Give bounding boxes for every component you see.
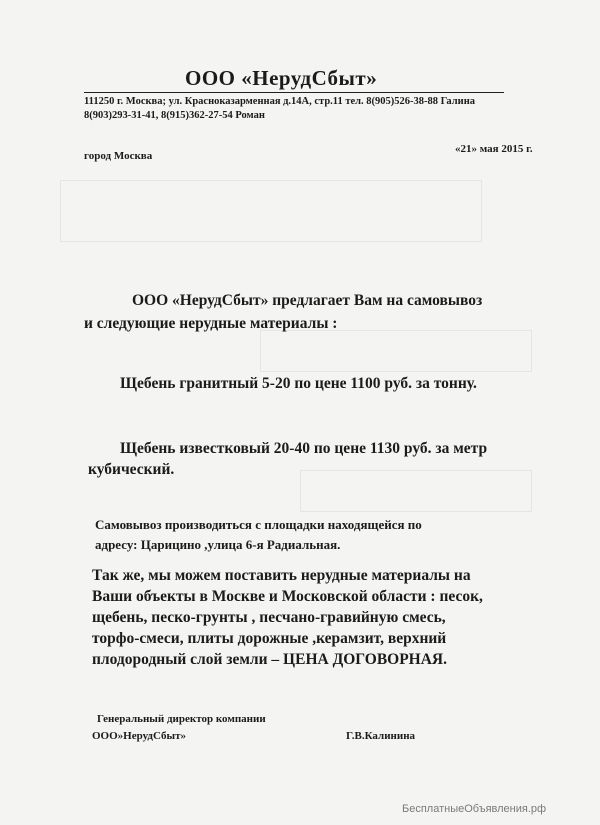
site-watermark: БесплатныеОбъявления.рф: [402, 803, 547, 815]
company-title: ООО «НерудСбыт»: [185, 66, 378, 90]
bleed-through-box: [260, 330, 532, 372]
offer-granite: Щебень гранитный 5-20 по цене 1100 руб. за тонну.: [120, 375, 477, 392]
address-line-2: 8(903)293-31-41, 8(915)362-27-54 Роман: [84, 110, 265, 121]
delivery-line-5: плодородный слой земли – ЦЕНА ДОГОВОРНАЯ.: [92, 651, 448, 668]
delivery-line-1: Так же, мы можем поставить нерудные материалы на: [92, 567, 471, 584]
intro-line-1: ООО «НерудСбыт» предлагает Вам на самовывоз: [132, 292, 483, 309]
bleed-through-box: [60, 180, 482, 242]
signatory-company: ООО»НерудСбыт»: [92, 730, 187, 742]
signatory-name: Г.В.Калинина: [346, 730, 416, 742]
city: город Москва: [84, 150, 153, 162]
offer-limestone-line-2: кубический.: [88, 461, 175, 478]
intro-line-2: и следующие нерудные материалы :: [84, 315, 338, 332]
pickup-line-2: адресу: Царицино ,улица 6-я Радиальная.: [95, 537, 341, 552]
pickup-line-1: Самовывоз производиться с площадки находящейся по: [95, 517, 422, 532]
letter-date: «21» мая 2015 г.: [455, 143, 533, 155]
delivery-line-2: Ваши объекты в Москве и Московской области : песок,: [92, 588, 483, 605]
offer-limestone-line-1: Щебень известковый 20-40 по цене 1130 руб. за метр: [120, 440, 488, 457]
title-underline: [84, 92, 504, 93]
delivery-line-3: щебень, песко-грунты , песчано-гравийную смесь,: [92, 609, 446, 626]
bleed-through-box: [300, 470, 532, 512]
signatory-position: Генеральный директор компании: [97, 713, 266, 725]
delivery-line-4: торфо-смеси, плиты дорожные ,керамзит, верхний: [92, 630, 447, 647]
address-line-1: 111250 г. Москва; ул. Красноказарменная д.14А, стр.11 тел. 8(905)526-38-88 Галина: [84, 96, 476, 107]
